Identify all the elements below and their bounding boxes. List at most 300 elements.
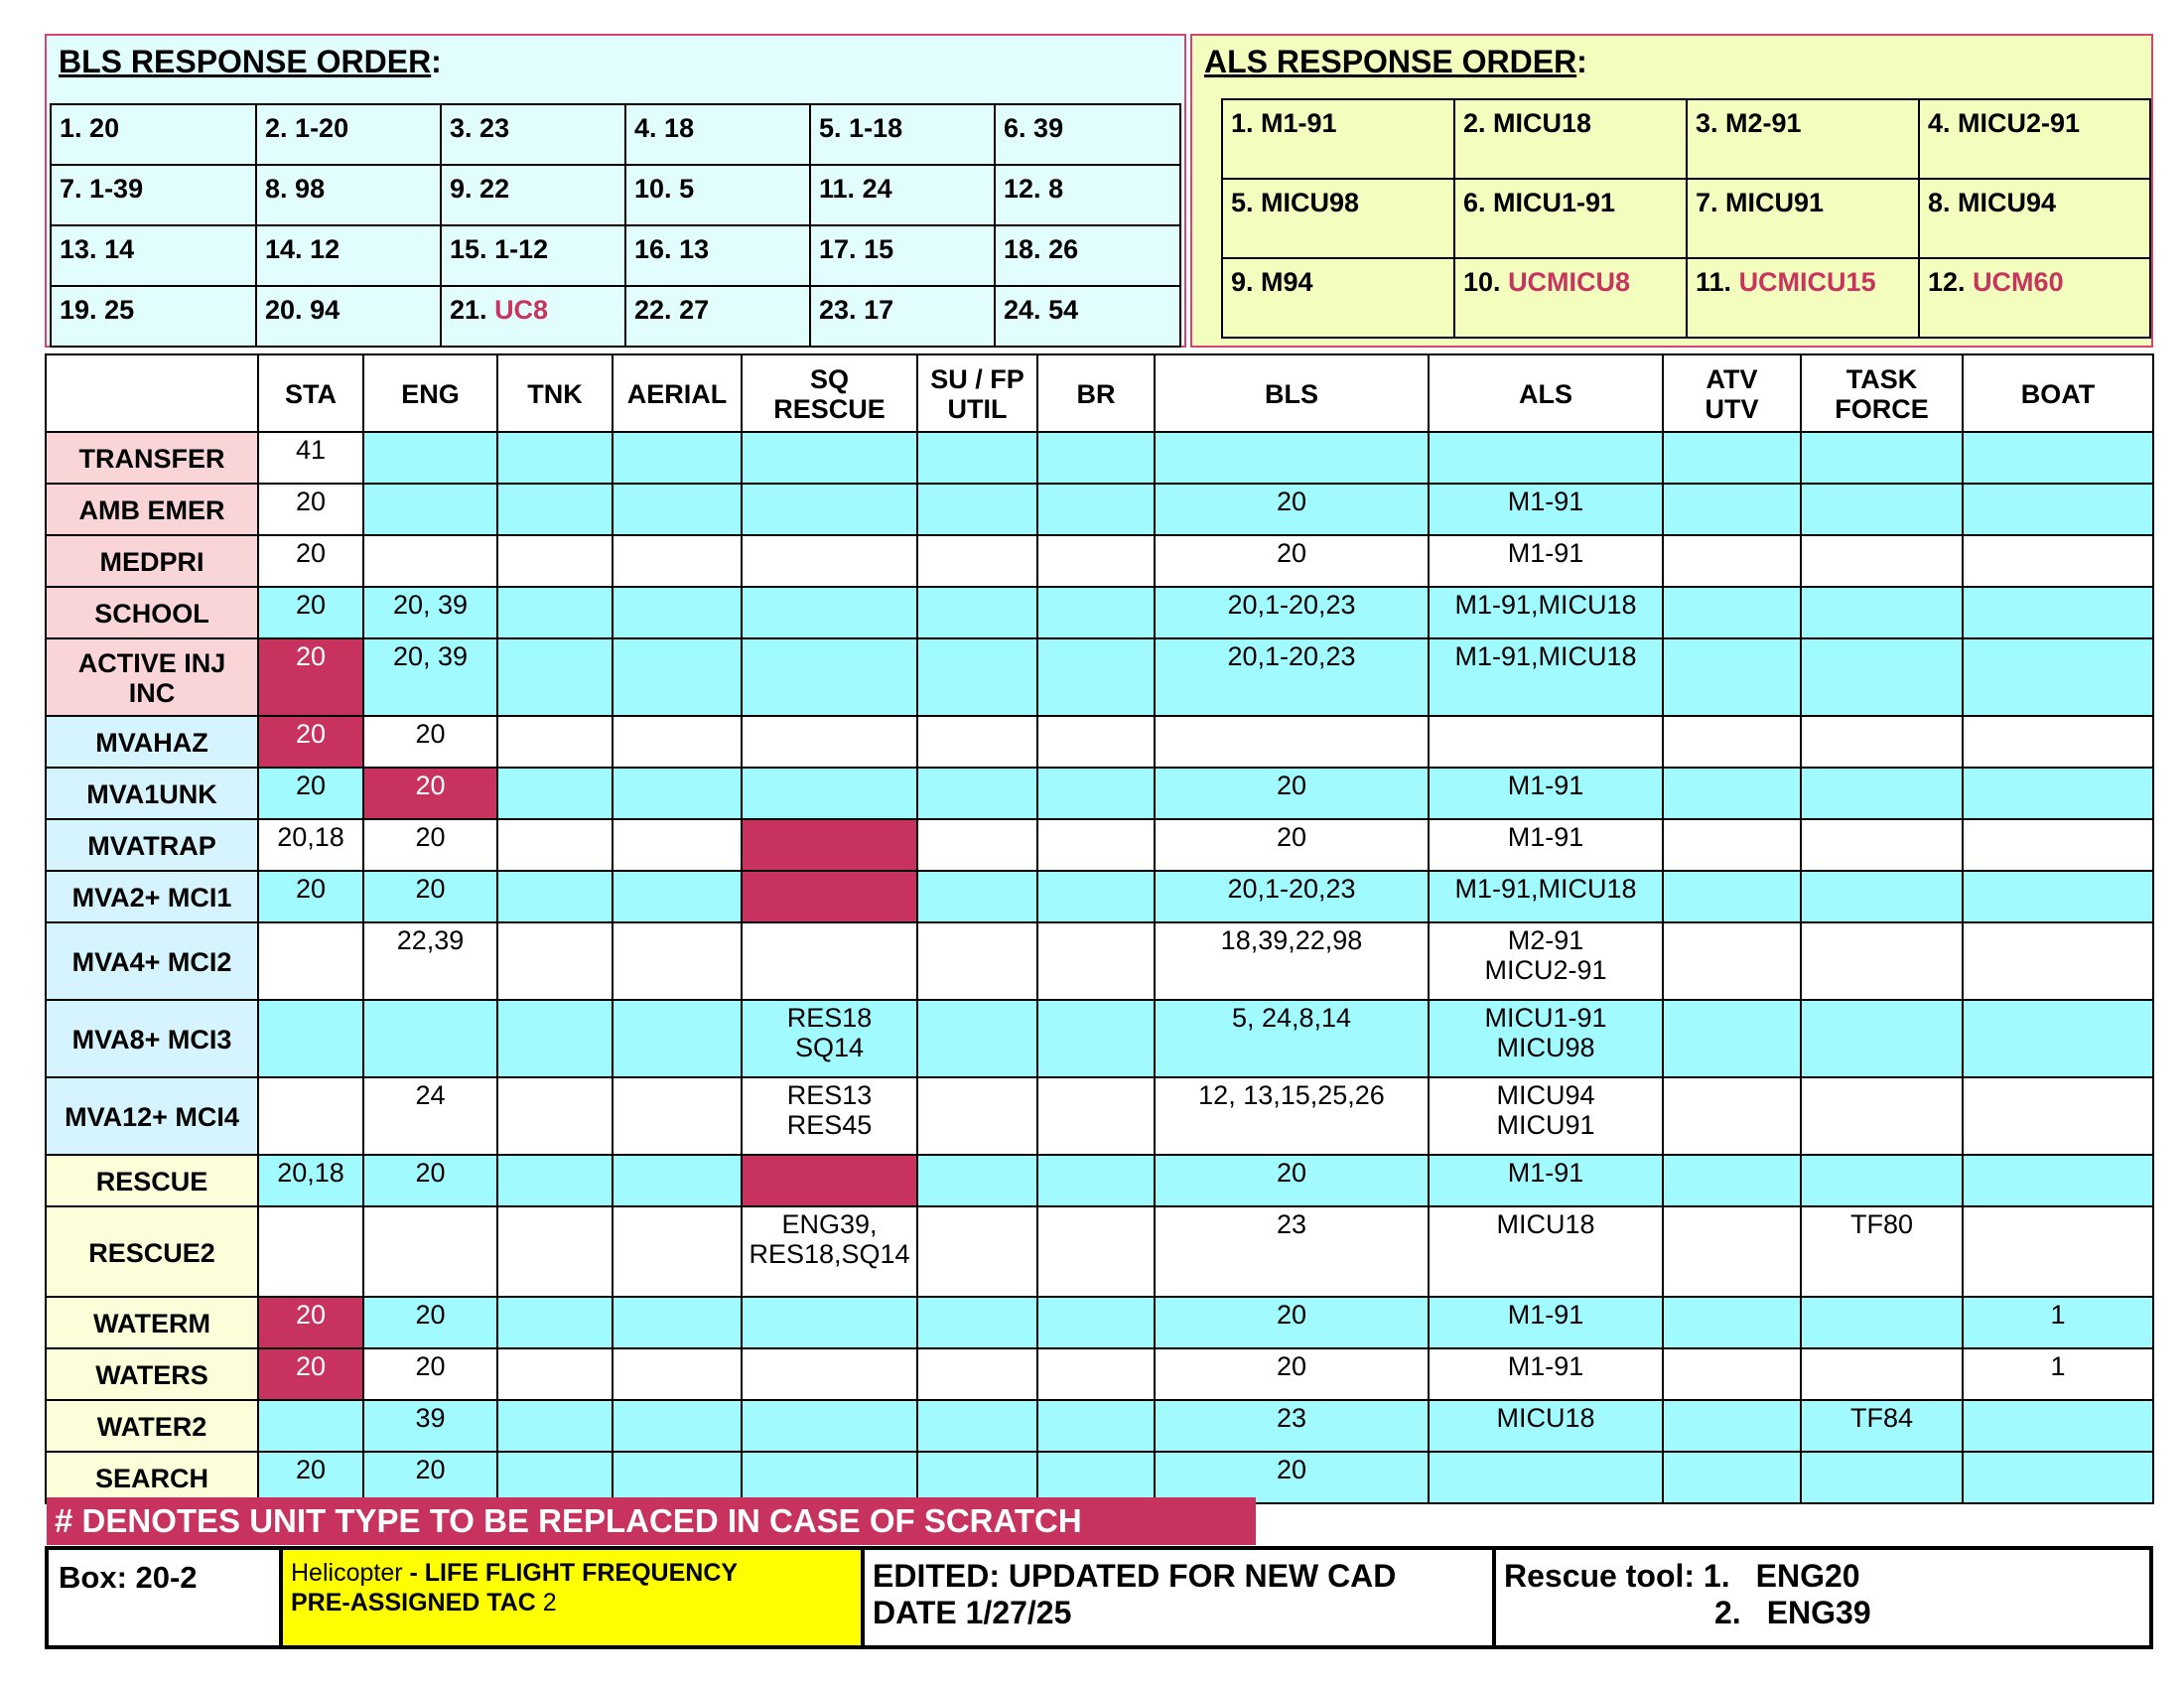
table-cell xyxy=(1801,1077,1963,1155)
table-cell xyxy=(1963,1077,2153,1155)
bls-order-grid xyxy=(50,103,1181,348)
table-cell: 20 xyxy=(258,638,363,716)
order-rank: 3. xyxy=(1696,108,1718,138)
table-cell xyxy=(497,819,613,871)
table-cell xyxy=(742,432,917,484)
table-cell xyxy=(1037,716,1155,768)
order-unit: MICU94 xyxy=(1958,188,2057,217)
table-cell xyxy=(1663,871,1801,922)
table-cell xyxy=(1429,1452,1663,1503)
column-header-eng: ENG xyxy=(363,354,497,432)
table-cell xyxy=(1037,1452,1155,1503)
table-cell xyxy=(1963,1155,2153,1206)
table-cell xyxy=(613,768,742,819)
als-order-row xyxy=(1222,258,2150,338)
table-cell xyxy=(1037,1297,1155,1348)
table-cell xyxy=(1037,484,1155,535)
order-unit: 1-18 xyxy=(849,113,903,143)
table-cell xyxy=(917,1000,1037,1077)
column-header-boat: BOAT xyxy=(1963,354,2153,432)
order-rank: 6. xyxy=(1004,113,1026,143)
table-row xyxy=(46,871,2153,922)
table-cell xyxy=(258,1000,363,1077)
order-rank: 5. xyxy=(819,113,842,143)
table-cell xyxy=(1037,768,1155,819)
table-cell xyxy=(1037,819,1155,871)
table-cell xyxy=(613,1348,742,1400)
table-cell: 20, 39 xyxy=(363,638,497,716)
als-order-cell xyxy=(1919,179,2150,258)
table-cell xyxy=(917,484,1037,535)
table-cell xyxy=(917,1077,1037,1155)
row-label-mvahaz: MVAHAZ xyxy=(46,716,258,768)
table-cell xyxy=(917,1155,1037,1206)
als-order-cell xyxy=(1687,179,1919,258)
box-number-cell xyxy=(49,1550,283,1645)
order-rank: 24. xyxy=(1004,295,1041,325)
bls-order-row xyxy=(51,104,1180,165)
row-label-amb-emer: AMB EMER xyxy=(46,484,258,535)
order-unit: 94 xyxy=(310,295,341,325)
table-cell xyxy=(1963,716,2153,768)
table-cell xyxy=(1155,716,1429,768)
table-cell: 1 xyxy=(1963,1297,2153,1348)
table-cell xyxy=(258,1206,363,1297)
order-unit: 27 xyxy=(679,295,710,325)
table-cell xyxy=(917,638,1037,716)
table-cell xyxy=(258,1400,363,1452)
table-cell xyxy=(613,1452,742,1503)
table-cell: 20 xyxy=(258,768,363,819)
table-cell xyxy=(613,432,742,484)
bls-order-cell xyxy=(441,225,625,286)
row-label-medpri: MEDPRI xyxy=(46,535,258,587)
rescue-tool-1: ENG20 xyxy=(1755,1558,1860,1594)
table-cell: 20,1-20,23 xyxy=(1155,871,1429,922)
table-cell: MICU1-91 MICU98 xyxy=(1429,1000,1663,1077)
als-order-cell xyxy=(1454,258,1687,338)
table-cell xyxy=(742,1400,917,1452)
table-cell xyxy=(1963,638,2153,716)
table-cell: M1-91 xyxy=(1429,484,1663,535)
table-row xyxy=(46,1206,2153,1297)
table-cell: 20 xyxy=(363,1452,497,1503)
table-cell xyxy=(613,1206,742,1297)
table-cell: RES13 RES45 xyxy=(742,1077,917,1155)
column-header-aerial: AERIAL xyxy=(613,354,742,432)
table-cell xyxy=(1801,535,1963,587)
table-cell xyxy=(258,922,363,1000)
table-cell: 23 xyxy=(1155,1400,1429,1452)
table-cell xyxy=(613,1155,742,1206)
table-cell xyxy=(497,484,613,535)
table-cell xyxy=(1963,1000,2153,1077)
order-unit: 20 xyxy=(89,113,120,143)
table-row xyxy=(46,1452,2153,1503)
order-unit: 26 xyxy=(1048,234,1079,264)
table-cell xyxy=(1429,716,1663,768)
table-cell: TF80 xyxy=(1801,1206,1963,1297)
row-label-rescue: RESCUE xyxy=(46,1155,258,1206)
order-unit: 14 xyxy=(104,234,135,264)
bls-order-row xyxy=(51,286,1180,347)
table-cell: 20 xyxy=(363,1155,497,1206)
table-cell xyxy=(1801,1000,1963,1077)
pre-assigned-tac-label: PRE-ASSIGNED TAC xyxy=(291,1589,543,1617)
column-header-bls: BLS xyxy=(1155,354,1429,432)
table-cell xyxy=(1663,1348,1801,1400)
table-cell xyxy=(917,535,1037,587)
bls-order-cell xyxy=(995,286,1180,347)
table-cell xyxy=(497,1452,613,1503)
bls-order-cell xyxy=(441,165,625,225)
table-cell xyxy=(497,1155,613,1206)
table-cell xyxy=(497,716,613,768)
table-cell xyxy=(363,432,497,484)
table-row xyxy=(46,535,2153,587)
order-unit: UCM60 xyxy=(1973,267,2064,297)
table-cell xyxy=(917,922,1037,1000)
table-cell xyxy=(497,638,613,716)
column-header-sq-rescue: SQ RESCUE xyxy=(742,354,917,432)
table-cell: 20 xyxy=(1155,1452,1429,1503)
table-cell xyxy=(1801,1297,1963,1348)
table-cell: 20 xyxy=(258,1348,363,1400)
als-order-cell xyxy=(1222,99,1454,179)
order-unit: MICU98 xyxy=(1261,188,1360,217)
table-cell xyxy=(917,716,1037,768)
table-cell xyxy=(258,1077,363,1155)
table-cell xyxy=(742,484,917,535)
table-cell xyxy=(742,1452,917,1503)
table-cell xyxy=(497,535,613,587)
order-rank: 3. xyxy=(450,113,473,143)
als-order-cell xyxy=(1222,179,1454,258)
table-cell xyxy=(742,1348,917,1400)
table-cell xyxy=(1801,638,1963,716)
als-order-cell xyxy=(1919,99,2150,179)
als-order-cell xyxy=(1222,258,1454,338)
order-unit: 24 xyxy=(862,174,892,204)
column-header-atv-utv: ATV UTV xyxy=(1663,354,1801,432)
table-cell: 20 xyxy=(1155,1297,1429,1348)
bls-order-cell xyxy=(51,225,256,286)
bls-order-cell xyxy=(810,286,995,347)
table-cell: 20 xyxy=(363,716,497,768)
table-cell xyxy=(917,871,1037,922)
table-cell xyxy=(1663,1297,1801,1348)
table-cell xyxy=(497,1297,613,1348)
order-unit: 8 xyxy=(1048,174,1064,204)
table-cell xyxy=(1663,1077,1801,1155)
order-rank: 8. xyxy=(265,174,288,204)
table-cell xyxy=(742,819,917,871)
table-cell xyxy=(613,484,742,535)
table-cell: 20 xyxy=(363,871,497,922)
table-cell xyxy=(1037,587,1155,638)
edited-note: EDITED: UPDATED FOR NEW CAD xyxy=(873,1558,1397,1594)
bls-order-row xyxy=(51,165,1180,225)
rescue-tool-2: ENG39 xyxy=(1766,1595,1871,1630)
row-label-mva2-mci1: MVA2+ MCI1 xyxy=(46,871,258,922)
order-unit: MICU1-91 xyxy=(1493,188,1616,217)
order-unit: 13 xyxy=(679,234,710,264)
order-rank: 4. xyxy=(634,113,657,143)
rescue-tool-2-number: 2. xyxy=(1714,1595,1741,1630)
order-rank: 1. xyxy=(60,113,82,143)
table-cell xyxy=(742,535,917,587)
table-cell: 20 xyxy=(258,1452,363,1503)
order-unit: 15 xyxy=(864,234,894,264)
bls-order-cell xyxy=(256,104,441,165)
table-cell: 23 xyxy=(1155,1206,1429,1297)
table-cell xyxy=(613,587,742,638)
order-unit: 17 xyxy=(864,295,894,325)
table-cell: 20 xyxy=(1155,819,1429,871)
row-label-rescue2: RESCUE2 xyxy=(46,1206,258,1297)
table-cell: 20,18 xyxy=(258,1155,363,1206)
table-cell xyxy=(497,1400,613,1452)
table-cell: 20 xyxy=(258,535,363,587)
table-cell xyxy=(742,922,917,1000)
table-cell: 1 xyxy=(1963,1348,2153,1400)
order-rank: 23. xyxy=(819,295,857,325)
bls-order-cell xyxy=(995,165,1180,225)
order-unit: 1-12 xyxy=(494,234,549,264)
table-cell xyxy=(1037,922,1155,1000)
table-cell xyxy=(1037,535,1155,587)
table-row xyxy=(46,922,2153,1000)
table-cell xyxy=(613,922,742,1000)
table-cell xyxy=(1801,922,1963,1000)
order-rank: 2. xyxy=(1463,108,1486,138)
order-unit: UCMICU15 xyxy=(1738,267,1876,297)
table-cell: 5, 24,8,14 xyxy=(1155,1000,1429,1077)
bls-order-cell xyxy=(51,104,256,165)
bls-order-cell xyxy=(810,225,995,286)
table-cell: 24 xyxy=(363,1077,497,1155)
table-cell: 20 xyxy=(1155,1348,1429,1400)
order-rank: 5. xyxy=(1231,188,1254,217)
table-cell xyxy=(742,1297,917,1348)
table-cell: 20 xyxy=(1155,484,1429,535)
row-label-active-inj-inc: ACTIVE INJ INC xyxy=(46,638,258,716)
table-cell xyxy=(1037,1206,1155,1297)
als-response-order-title: ALS RESPONSE ORDER: xyxy=(1204,44,1587,79)
bls-order-cell xyxy=(810,104,995,165)
table-cell: MICU18 xyxy=(1429,1400,1663,1452)
table-cell: 20 xyxy=(363,768,497,819)
table-cell xyxy=(742,871,917,922)
table-row xyxy=(46,1348,2153,1400)
order-unit: M94 xyxy=(1261,267,1313,297)
table-cell xyxy=(1801,1155,1963,1206)
order-rank: 12. xyxy=(1004,174,1041,204)
table-cell: 20,1-20,23 xyxy=(1155,587,1429,638)
order-unit: MICU18 xyxy=(1493,108,1592,138)
table-cell xyxy=(917,1206,1037,1297)
table-cell xyxy=(1037,1077,1155,1155)
table-cell xyxy=(613,716,742,768)
bls-order-cell xyxy=(625,225,810,286)
table-cell: M1-91 xyxy=(1429,768,1663,819)
table-cell xyxy=(1037,432,1155,484)
order-rank: 19. xyxy=(60,295,97,325)
table-cell xyxy=(1801,1348,1963,1400)
life-flight-frequency: - LIFE FLIGHT FREQUENCY xyxy=(402,1559,739,1587)
table-cell xyxy=(1663,922,1801,1000)
table-cell xyxy=(1801,432,1963,484)
table-cell: 20 xyxy=(258,484,363,535)
als-order-cell xyxy=(1919,258,2150,338)
als-order-row xyxy=(1222,179,2150,258)
order-unit: 18 xyxy=(664,113,695,143)
table-cell: 20 xyxy=(1155,535,1429,587)
row-label-mva1unk: MVA1UNK xyxy=(46,768,258,819)
bls-order-cell xyxy=(625,286,810,347)
table-cell xyxy=(1663,819,1801,871)
table-cell xyxy=(497,768,613,819)
als-order-grid xyxy=(1221,98,2151,339)
rescue-tool-label: Rescue tool: 1. xyxy=(1504,1558,1730,1594)
table-cell xyxy=(1963,871,2153,922)
table-cell xyxy=(742,716,917,768)
bls-order-cell xyxy=(256,225,441,286)
table-cell: 20 xyxy=(1155,768,1429,819)
table-cell: 20 xyxy=(258,587,363,638)
table-cell: 20 xyxy=(363,1348,497,1400)
table-cell: 12, 13,15,25,26 xyxy=(1155,1077,1429,1155)
table-cell: M2-91 MICU2-91 xyxy=(1429,922,1663,1000)
table-cell xyxy=(497,587,613,638)
table-cell: M1-91 xyxy=(1429,535,1663,587)
table-cell xyxy=(1663,535,1801,587)
table-cell: M1-91 xyxy=(1429,1297,1663,1348)
table-cell xyxy=(1037,1400,1155,1452)
table-cell: MICU18 xyxy=(1429,1206,1663,1297)
table-cell xyxy=(917,1297,1037,1348)
als-order-cell xyxy=(1454,179,1687,258)
helicopter-frequency-cell xyxy=(283,1550,865,1645)
edited-info-cell xyxy=(865,1550,1496,1645)
table-cell xyxy=(613,1077,742,1155)
row-label-mva12-mci4: MVA12+ MCI4 xyxy=(46,1077,258,1155)
column-header-sta: STA xyxy=(258,354,363,432)
bls-order-cell xyxy=(441,104,625,165)
table-cell xyxy=(497,432,613,484)
table-row xyxy=(46,1077,2153,1155)
table-cell xyxy=(613,871,742,922)
bls-order-cell xyxy=(256,165,441,225)
row-label-waterm: WATERM xyxy=(46,1297,258,1348)
table-cell xyxy=(917,768,1037,819)
table-cell: 39 xyxy=(363,1400,497,1452)
table-cell: 20 xyxy=(363,1297,497,1348)
table-cell xyxy=(917,1400,1037,1452)
rescue-tool-cell xyxy=(1496,1550,2149,1645)
table-cell xyxy=(1037,638,1155,716)
table-row xyxy=(46,1000,2153,1077)
order-unit: MICU91 xyxy=(1725,188,1825,217)
table-cell xyxy=(613,535,742,587)
table-cell: 41 xyxy=(258,432,363,484)
table-cell: 22,39 xyxy=(363,922,497,1000)
table-cell: 20,18 xyxy=(258,819,363,871)
order-rank: 12. xyxy=(1928,267,1966,297)
table-cell xyxy=(1963,768,2153,819)
table-cell xyxy=(917,1452,1037,1503)
table-cell xyxy=(1801,484,1963,535)
row-label-search: SEARCH xyxy=(46,1452,258,1503)
table-cell: M1-91 xyxy=(1429,819,1663,871)
order-unit: UCMICU8 xyxy=(1508,267,1631,297)
bls-order-cell xyxy=(810,165,995,225)
order-unit: 5 xyxy=(679,174,695,204)
row-label-school: SCHOOL xyxy=(46,587,258,638)
order-unit: M2-91 xyxy=(1725,108,1802,138)
table-cell xyxy=(1801,768,1963,819)
table-cell xyxy=(1663,1155,1801,1206)
als-order-cell xyxy=(1687,258,1919,338)
table-cell xyxy=(1663,484,1801,535)
order-rank: 15. xyxy=(450,234,487,264)
table-cell: 20, 39 xyxy=(363,587,497,638)
table-cell xyxy=(917,432,1037,484)
table-cell xyxy=(1801,871,1963,922)
order-rank: 16. xyxy=(634,234,672,264)
table-cell xyxy=(1963,1452,2153,1503)
table-cell xyxy=(1037,1000,1155,1077)
table-cell xyxy=(1963,535,2153,587)
row-label-mva8-mci3: MVA8+ MCI3 xyxy=(46,1000,258,1077)
als-order-cell xyxy=(1454,99,1687,179)
response-assignment-table xyxy=(45,353,2154,1504)
table-row xyxy=(46,638,2153,716)
order-rank: 1. xyxy=(1231,108,1254,138)
table-cell xyxy=(497,871,613,922)
table-cell: 20 xyxy=(1155,1155,1429,1206)
table-cell: MICU94 MICU91 xyxy=(1429,1077,1663,1155)
row-label-mva4-mci2: MVA4+ MCI2 xyxy=(46,922,258,1000)
order-unit: 25 xyxy=(104,295,135,325)
table-cell xyxy=(1963,819,2153,871)
table-cell: M1-91,MICU18 xyxy=(1429,587,1663,638)
order-rank: 10. xyxy=(1463,267,1501,297)
table-row xyxy=(46,1155,2153,1206)
table-cell xyxy=(1963,432,2153,484)
table-cell xyxy=(613,819,742,871)
order-rank: 6. xyxy=(1463,188,1486,217)
table-row xyxy=(46,1400,2153,1452)
als-order-row xyxy=(1222,99,2150,179)
order-rank: 8. xyxy=(1928,188,1951,217)
table-cell xyxy=(1663,1452,1801,1503)
column-header-als: ALS xyxy=(1429,354,1663,432)
table-cell xyxy=(1663,587,1801,638)
table-cell xyxy=(1663,768,1801,819)
table-cell xyxy=(742,587,917,638)
table-cell xyxy=(363,1000,497,1077)
table-cell: 20 xyxy=(258,716,363,768)
bls-order-cell xyxy=(51,286,256,347)
table-cell xyxy=(1963,922,2153,1000)
table-cell xyxy=(917,1348,1037,1400)
header-corner xyxy=(46,354,258,432)
table-cell xyxy=(613,1000,742,1077)
table-cell: M1-91,MICU18 xyxy=(1429,638,1663,716)
table-cell: M1-91 xyxy=(1429,1348,1663,1400)
als-order-cell xyxy=(1687,99,1919,179)
